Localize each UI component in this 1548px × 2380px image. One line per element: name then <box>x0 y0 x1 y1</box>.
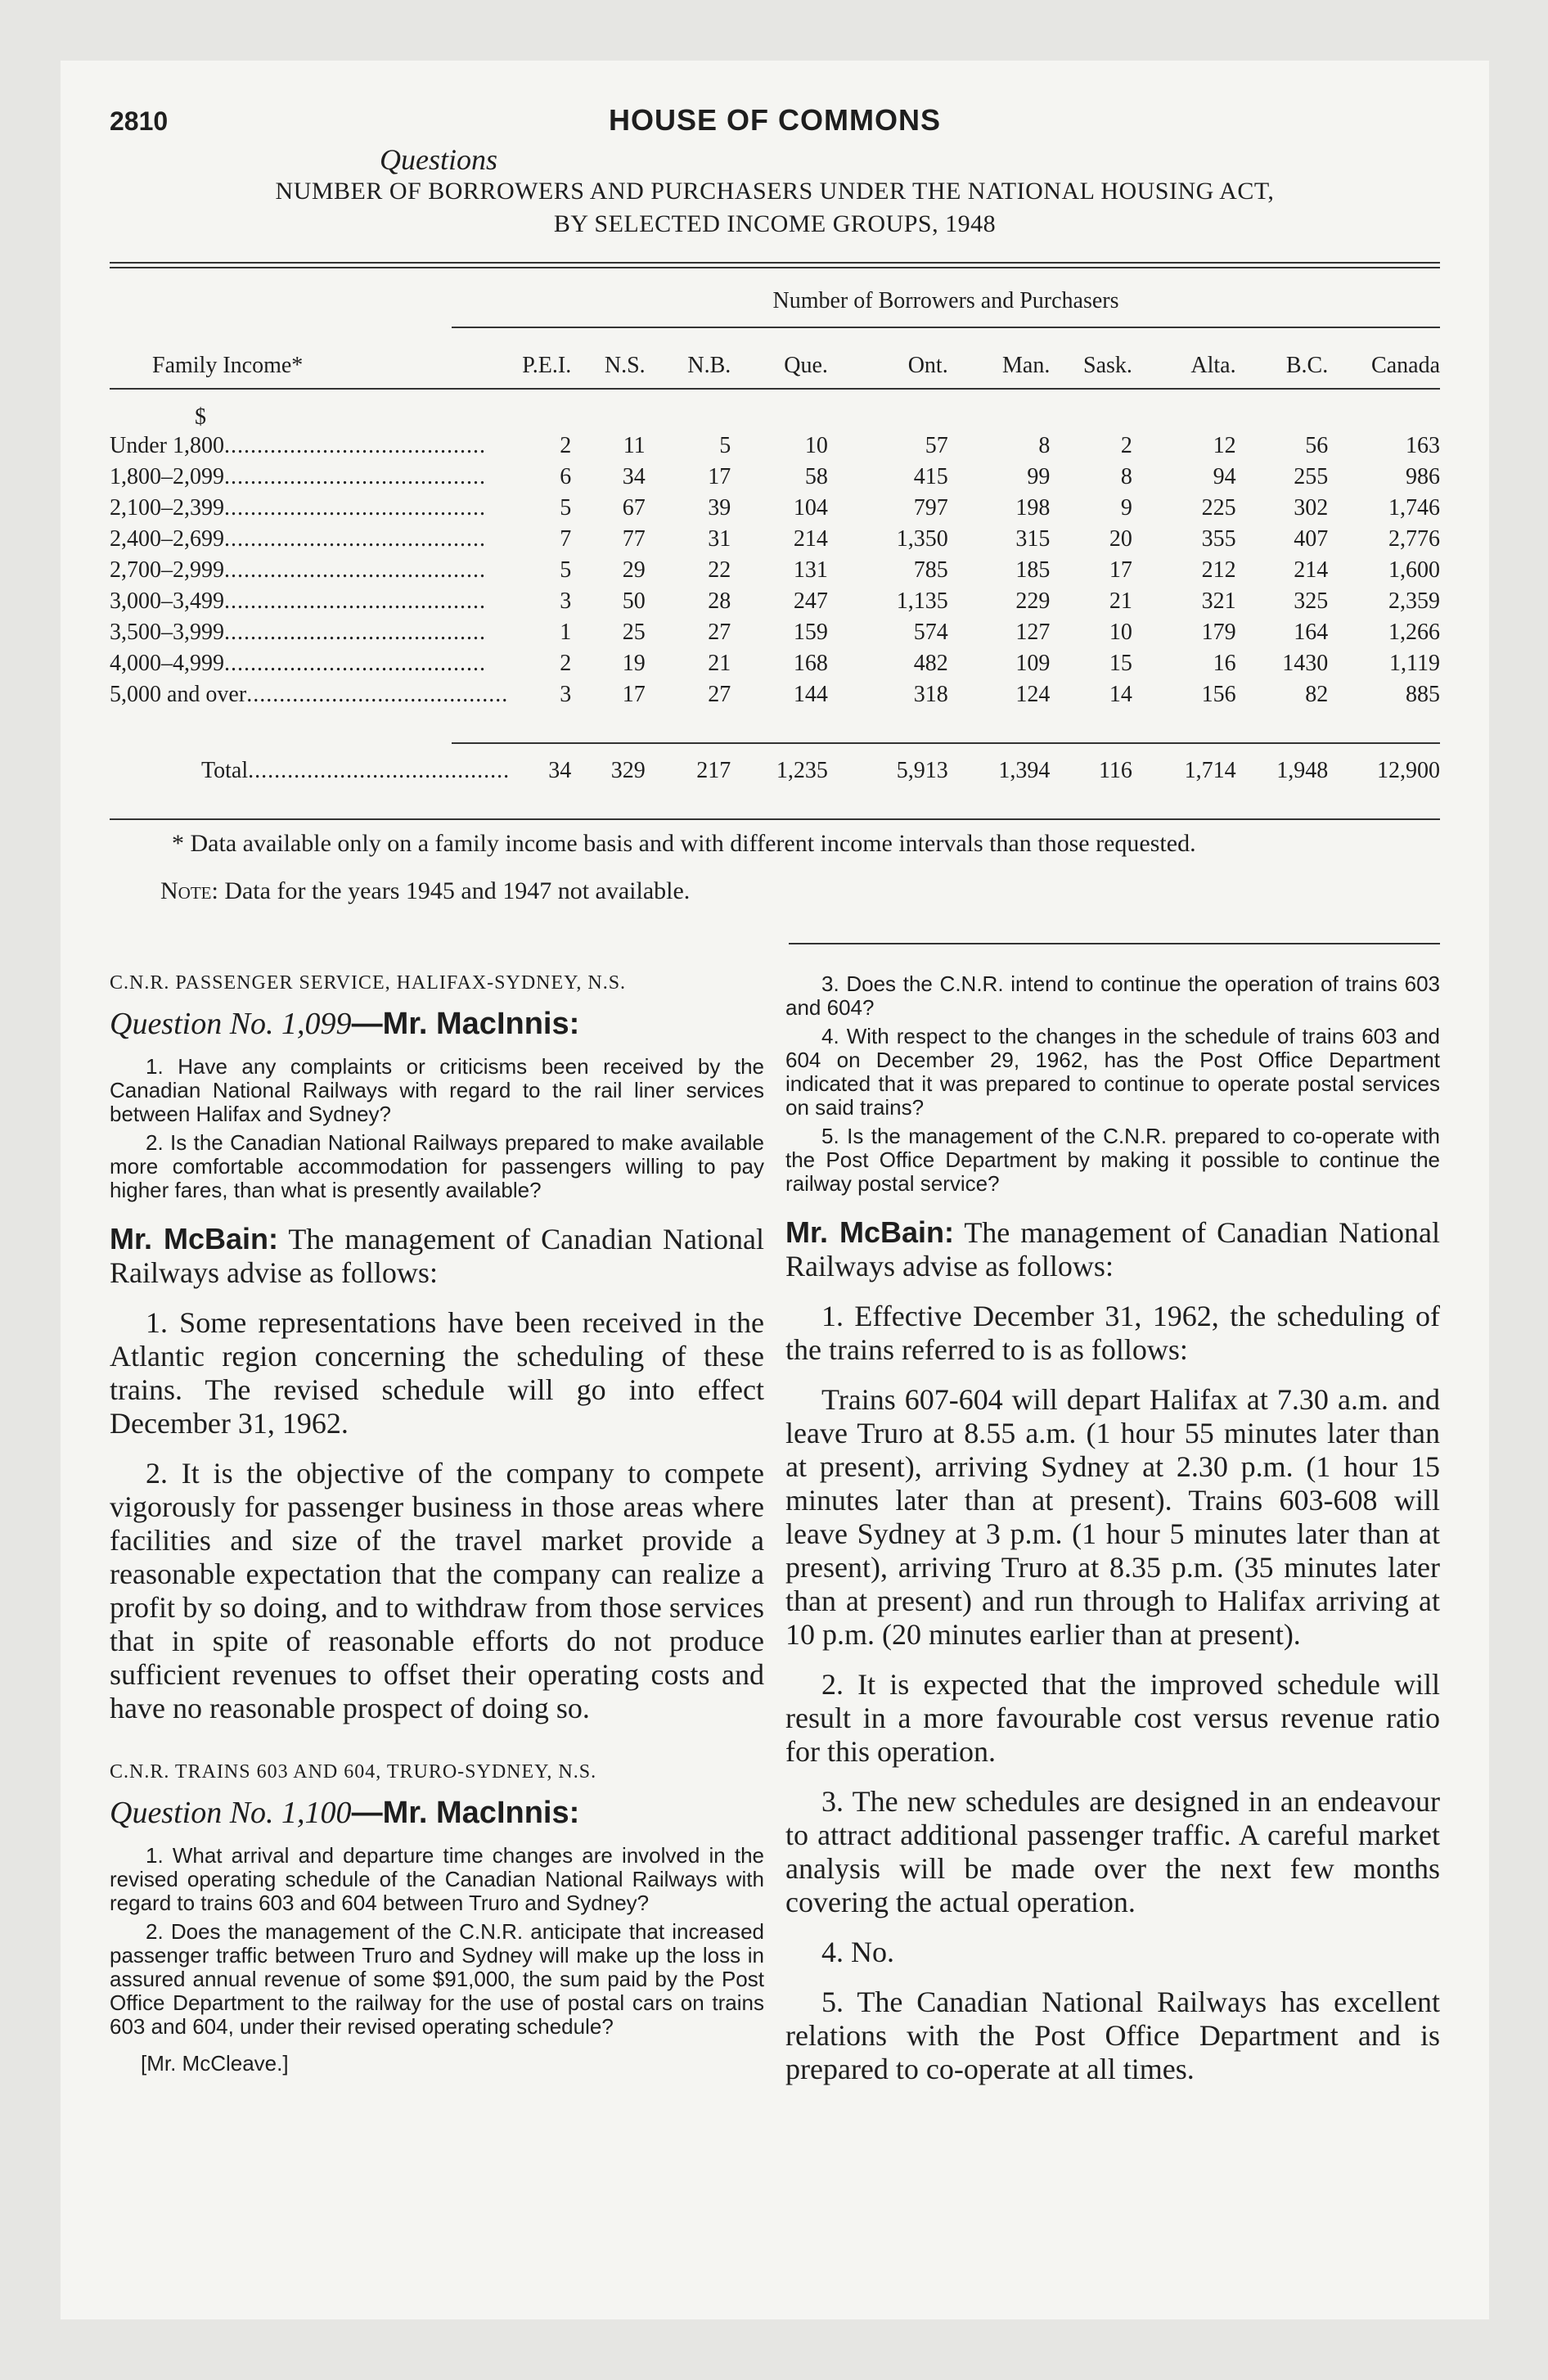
table-cell: 415 <box>913 464 948 489</box>
table-row <box>110 462 1440 493</box>
table-cell: 315 <box>1015 526 1051 552</box>
table-cell: 116 <box>1098 758 1132 783</box>
q1099-answer-intro-text: The management of Canadian National Railways advise as follows: <box>110 1223 764 1289</box>
table-cell: 12,900 <box>1377 758 1440 783</box>
table-cell: 2,776 <box>1388 526 1440 552</box>
table-cell: 131 <box>793 557 828 583</box>
table-cell: 50 <box>622 588 646 614</box>
page-header <box>110 103 1440 147</box>
table-cell: 302 <box>1294 495 1329 521</box>
q1100-question-5: 5. Is the management of the C.N.R. prepared to co-operate with the Post Office Department by making it possible to continue the railway postal service? <box>785 1124 1440 1196</box>
table-cell: 1 <box>560 620 572 645</box>
q1099-answer-2: 2. It is the objective of the company to compete vigorously for passenger business in those areas where facilities and size of the travel market provide a reasonable expectation that the company can realize a profit by so doing, and to withdraw from those services that in spite of reasonable efforts do not produce sufficient revenues to offset their operating costs and have no reasonable prospect of doing so. <box>110 1457 764 1724</box>
table-cell: 20 <box>1109 526 1132 552</box>
column-header: Alta. <box>1190 353 1236 378</box>
table-cell: 1,948 <box>1276 758 1329 783</box>
page <box>61 61 1489 2319</box>
table-cell: 5,913 <box>896 758 948 783</box>
table-cell: 225 <box>1201 495 1236 521</box>
table-cell: 57 <box>925 433 948 458</box>
table-cell: 2 <box>1120 433 1132 458</box>
table-cell: 2 <box>560 433 572 458</box>
table-cell: 8 <box>1120 464 1132 489</box>
table-cell: 198 <box>1015 495 1051 521</box>
table-row <box>110 524 1440 555</box>
q1100-answer-4: 4. No. <box>821 1936 894 1968</box>
dot-leader: ........................................ <box>224 526 486 552</box>
table-cell: 14 <box>1109 682 1132 707</box>
table-cell: 164 <box>1294 620 1329 645</box>
table-cell: 355 <box>1201 526 1236 552</box>
table-cell: 329 <box>610 758 646 783</box>
table-cell: 27 <box>708 682 731 707</box>
dot-leader: ........................................ <box>224 557 486 583</box>
table-cell: 58 <box>804 464 828 489</box>
table-title-line-1: NUMBER OF BORROWERS AND PURCHASERS UNDER THE NATIONAL HOUSING ACT, <box>275 178 1275 205</box>
q1099-answer-speaker: Mr. McBain: <box>110 1222 278 1255</box>
row-label: 2,400–2,699........................................ <box>110 526 486 552</box>
q1100-answer-speaker: Mr. McBain: <box>785 1215 954 1249</box>
table-cell: 212 <box>1201 557 1236 583</box>
q1099-question-2: 2. Is the Canadian National Railways prepared to make available more comfortable accommodation for passengers willing to pay higher fares, than what is presently available? <box>110 1130 764 1202</box>
table-cell: 185 <box>1015 557 1051 583</box>
dot-leader: ........................................ <box>224 588 486 614</box>
table-cell: 99 <box>1027 464 1051 489</box>
table-cell: 15 <box>1109 651 1132 676</box>
right-column <box>785 972 1440 2103</box>
dot-leader: ........................................ <box>224 495 486 521</box>
data-table <box>110 345 1440 791</box>
table-cell: 179 <box>1201 620 1236 645</box>
q1100-question-1: 1. What arrival and departure time changes are involved in the revised operating schedule of the Canadian National Railways with regard to trains 603 and 604 between Truro and Sydney? <box>110 1843 764 1915</box>
table-cell: 124 <box>1015 682 1051 707</box>
q1099-number-text: Question No. 1,099 <box>110 1007 352 1041</box>
spanner-rule <box>452 327 1440 328</box>
table-row <box>110 555 1440 586</box>
table-cell: 247 <box>793 588 828 614</box>
column-header: P.E.I. <box>522 353 572 378</box>
q1099-number <box>110 1006 764 1042</box>
table-top-rule-2 <box>110 267 1440 268</box>
table-cell: 217 <box>696 758 731 783</box>
table-cell: 34 <box>548 758 572 783</box>
table-row <box>110 648 1440 679</box>
table-row <box>110 493 1440 524</box>
table-cell: 5 <box>719 433 731 458</box>
table-row <box>110 617 1440 648</box>
table-cell: 785 <box>913 557 948 583</box>
q1100-answer-5: 5. The Canadian National Railways has excellent relations with the Post Office Department and is prepared to co-operate at all times. <box>785 1986 1440 2085</box>
table-cell: 109 <box>1015 651 1051 676</box>
table-cell: 885 <box>1406 682 1440 707</box>
table-cell: 159 <box>793 620 828 645</box>
q1100-number <box>110 1795 764 1831</box>
table-cell: 17 <box>622 682 646 707</box>
q1100-answer-3: 3. The new schedules are designed in an endeavour to attract additional passenger traffic. A careful market analysis will be made over the next few months covering the actual operation. <box>785 1785 1440 1918</box>
table-cell: 1,714 <box>1184 758 1236 783</box>
dot-leader: ........................................ <box>224 620 486 645</box>
dot-leader: ........................................ <box>224 651 486 676</box>
row-label: 1,800–2,099........................................ <box>110 464 486 489</box>
table-cell: 797 <box>913 495 948 521</box>
table-cell: 255 <box>1294 464 1329 489</box>
table-row <box>110 679 1440 710</box>
q1100-heading: C.N.R. TRAINS 603 AND 604, TRURO-SYDNEY, N.S. <box>110 1761 597 1783</box>
table-cell: 144 <box>793 682 828 707</box>
table-cell: 1,266 <box>1388 620 1440 645</box>
table-cell: 82 <box>1305 682 1329 707</box>
table-cell: 325 <box>1294 588 1329 614</box>
table-cell: 5 <box>560 557 572 583</box>
q1099-asker: —Mr. MacInnis: <box>351 1007 580 1041</box>
table-cell: 94 <box>1213 464 1236 489</box>
table-cell: 19 <box>622 651 646 676</box>
total-row <box>110 751 1440 791</box>
table-cell: 574 <box>913 620 948 645</box>
spacer-row <box>110 710 1440 751</box>
table-cell: 22 <box>708 557 731 583</box>
table-title-line-2: BY SELECTED INCOME GROUPS, 1948 <box>553 210 997 237</box>
dot-leader: ........................................ <box>246 682 509 707</box>
continuation-tag: [Mr. McCleave.] <box>141 2051 289 2076</box>
q1100-number-text: Question No. 1,100 <box>110 1796 352 1830</box>
table-cell: 21 <box>708 651 731 676</box>
table-cell: 3 <box>560 682 572 707</box>
table-cell: 31 <box>708 526 731 552</box>
row-label: 2,100–2,399........................................ <box>110 495 486 521</box>
table-cell: 318 <box>913 682 948 707</box>
table-cell: 229 <box>1015 588 1051 614</box>
q1100-question-4: 4. With respect to the changes in the schedule of trains 603 and 604 on December 29, 1962, has the Post Office Department indicated that it was prepared to continue to operate postal services on said trains? <box>785 1024 1440 1120</box>
q1100-answer-intro-text: The management of Canadian National Railways advise as follows: <box>785 1216 1440 1282</box>
table-cell: 482 <box>913 651 948 676</box>
table-cell: 986 <box>1406 464 1440 489</box>
table-cell: 56 <box>1305 433 1329 458</box>
table-cell: 1,350 <box>896 526 948 552</box>
q1099-heading: C.N.R. PASSENGER SERVICE, HALIFAX-SYDNEY, N.S. <box>110 972 627 994</box>
table-cell: 39 <box>708 495 731 521</box>
table-cell: 67 <box>622 495 646 521</box>
table-cell: 1430 <box>1282 651 1329 676</box>
q1100-question-3: 3. Does the C.N.R. intend to continue the operation of trains 603 and 604? <box>785 971 1440 1020</box>
table-cell: 214 <box>793 526 828 552</box>
row-label: 5,000 and over........................................ <box>110 682 509 707</box>
dot-leader: ........................................ <box>224 464 486 489</box>
table-cell: 11 <box>623 433 646 458</box>
q1100-answer-1: 1. Effective December 31, 1962, the scheduling of the trains referred to is as follows: <box>785 1300 1440 1366</box>
note-text: Data for the years 1945 and 1947 not available. <box>218 877 691 904</box>
table-cell: 21 <box>1109 588 1132 614</box>
column-header: Sask. <box>1083 353 1132 378</box>
running-head: HOUSE OF COMMONS <box>608 103 941 137</box>
table-cell: 1,600 <box>1388 557 1440 583</box>
note-label: Note: <box>160 877 218 904</box>
table-cell: 34 <box>622 464 646 489</box>
column-header: N.S. <box>604 353 646 378</box>
table-cell: 10 <box>1109 620 1132 645</box>
column-header: Man. <box>1002 353 1051 378</box>
table-cell: 127 <box>1015 620 1051 645</box>
row-label: 3,000–3,499........................................ <box>110 588 486 614</box>
table-cell: 156 <box>1201 682 1236 707</box>
table-cell: 214 <box>1294 557 1329 583</box>
total-label: Total........................................ <box>201 758 511 783</box>
table-cell: 27 <box>708 620 731 645</box>
table-bottom-rule <box>110 818 1440 820</box>
table-header-row <box>110 345 1440 386</box>
table-cell: 77 <box>622 526 646 552</box>
table-cell: 1,235 <box>776 758 828 783</box>
row-label: Under 1,800........................................ <box>110 433 486 458</box>
table-cell: 163 <box>1406 433 1440 458</box>
table-cell: 25 <box>622 620 646 645</box>
q1100-answer-2: 2. It is expected that the improved schedule will result in a more favourable cost versus revenue ratio for this operation. <box>785 1668 1440 1768</box>
table-cell: 407 <box>1294 526 1329 552</box>
table-cell: 28 <box>708 588 731 614</box>
page-number: 2810 <box>110 106 169 136</box>
table-cell: 168 <box>793 651 828 676</box>
column-header: Ont. <box>907 353 948 378</box>
table-cell: 17 <box>1109 557 1132 583</box>
unit-label: $ <box>195 404 206 430</box>
q1100-question-2: 2. Does the management of the C.N.R. anticipate that increased passenger traffic between Truro and Sydney will make up the loss in assured annual revenue of some $91,000, the sum paid by the Post Office Department to the railway for the use of postal cars on trains 603 and 604, under their revised operating schedule? <box>110 1919 764 2039</box>
row-label: 2,700–2,999........................................ <box>110 557 486 583</box>
table-cell: 7 <box>560 526 572 552</box>
table-cell: 104 <box>793 495 828 521</box>
table-cell: 12 <box>1213 433 1236 458</box>
table-cell: 29 <box>622 557 646 583</box>
table-cell: 2 <box>560 651 572 676</box>
column-header: N.B. <box>687 353 731 378</box>
table-cell: 10 <box>804 433 828 458</box>
table-cell: 321 <box>1201 588 1236 614</box>
table-cell: 1,135 <box>896 588 948 614</box>
table-footnote: * Data available only on a family income basis and with different income intervals than those requested. <box>172 830 1196 857</box>
table-note <box>160 877 690 905</box>
q1100-asker: —Mr. MacInnis: <box>351 1796 580 1830</box>
q1099-answer-intro <box>110 1222 764 1290</box>
row-label: 4,000–4,999........................................ <box>110 651 486 676</box>
row-label: 3,500–3,999........................................ <box>110 620 486 645</box>
table-cell: 1,394 <box>998 758 1051 783</box>
q1100-answer-intro <box>785 1215 1440 1283</box>
table-title <box>93 175 1456 241</box>
table-top-rule-1 <box>110 262 1440 264</box>
dot-leader: ........................................ <box>248 758 511 783</box>
table-cell: 1,119 <box>1389 651 1440 676</box>
q1099-answer-1: 1. Some representations have been received in the Atlantic region concerning the scheduling of these trains. The revised schedule will go into effect December 31, 1962. <box>110 1306 764 1440</box>
table-cell: 17 <box>708 464 731 489</box>
q1100-answer-schedule: Trains 607-604 will depart Halifax at 7.30 a.m. and leave Truro at 8.55 a.m. (1 hour 55 minutes later than at present), arriving Sydney at 2.30 p.m. (1 hour 15 minutes later than at present). Trains 603-608 will leave Sydney at 3 p.m. (1 hour 5 minutes later than at present), arriving Truro at 8.35 p.m. (35 minutes later than at present) and run through to Halifax arriving at 10 p.m. (20 minutes earlier than at present). <box>785 1383 1440 1651</box>
table-spanner: Number of Borrowers and Purchasers <box>772 288 1119 313</box>
table-cell: 2,359 <box>1388 588 1440 614</box>
table-row <box>110 430 1440 462</box>
table-cell: 8 <box>1038 433 1051 458</box>
table-cell: 16 <box>1213 651 1236 676</box>
q1099-question-1: 1. Have any complaints or criticisms been received by the Canadian National Railways with regard to the rail liner services between Halifax and Sydney? <box>110 1054 764 1126</box>
dot-leader: ........................................ <box>223 433 486 458</box>
unit-row <box>110 386 1440 430</box>
section-label: Questions <box>380 143 497 176</box>
stub-header: Family Income* <box>152 353 304 378</box>
column-separator-rule <box>789 943 1440 944</box>
table-cell: 1,746 <box>1388 495 1440 521</box>
table-cell: 3 <box>560 588 572 614</box>
left-column <box>110 972 764 2080</box>
table-row <box>110 586 1440 617</box>
column-header: Canada <box>1371 353 1440 378</box>
table-cell: 9 <box>1120 495 1132 521</box>
column-header: Que. <box>784 353 828 378</box>
column-header: B.C. <box>1285 353 1329 378</box>
table-cell: 5 <box>560 495 572 521</box>
table-cell: 6 <box>560 464 572 489</box>
